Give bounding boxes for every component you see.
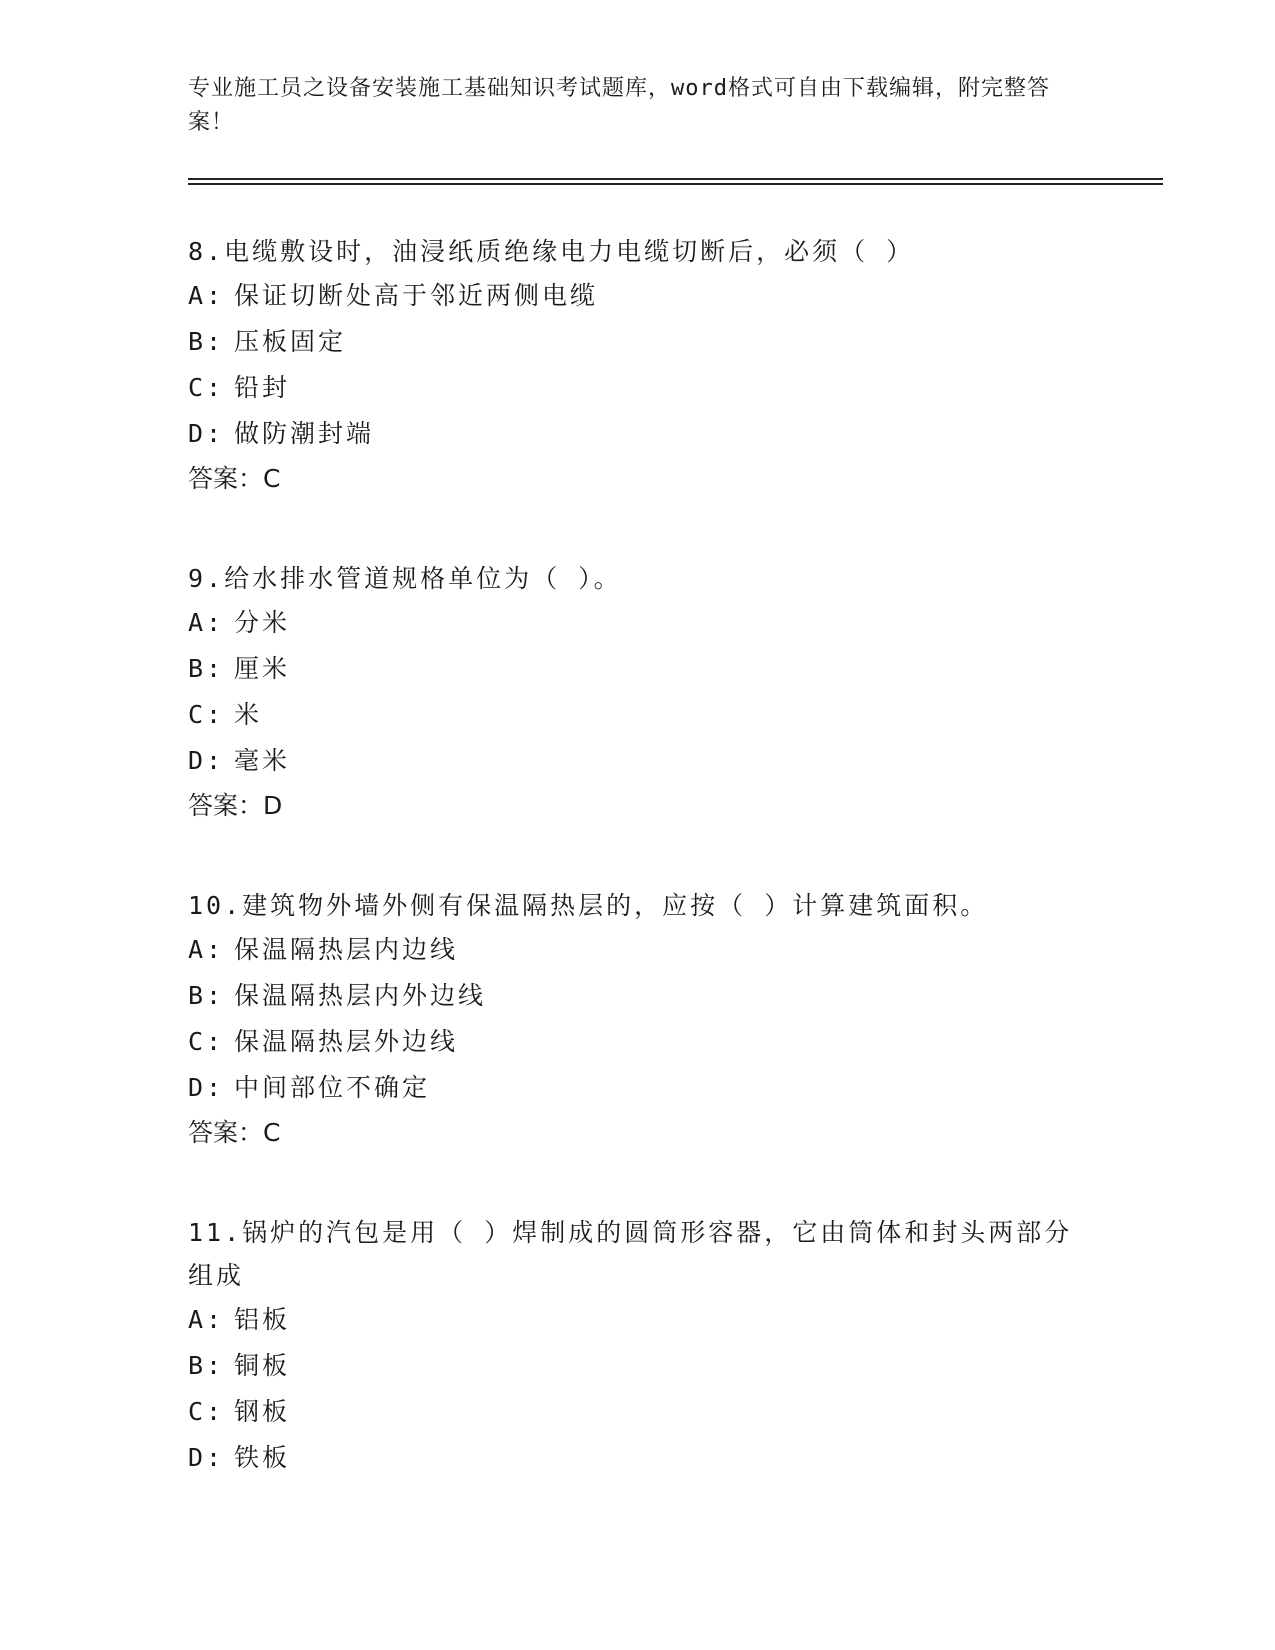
option-key: A: (188, 281, 225, 310)
answer-line: 答案：C (188, 464, 281, 493)
header-divider-top (188, 178, 1163, 180)
option-key: B: (188, 327, 225, 356)
option-d (188, 1435, 1088, 1481)
option-text: 厘米 (234, 654, 291, 683)
document-header: 专业施工员之设备安装施工基础知识考试题库，word格式可自由下载编辑，附完整答案！ (188, 76, 1050, 135)
option-c (188, 1019, 1088, 1065)
option-c (188, 365, 1088, 411)
option-text: 钢板 (234, 1397, 291, 1426)
option-c (188, 1389, 1088, 1435)
option-key: C: (188, 1027, 225, 1056)
option-key: B: (188, 1351, 225, 1380)
option-text: 铝板 (234, 1305, 291, 1334)
header-divider-bottom (188, 183, 1163, 185)
question-stem: 11.锅炉的汽包是用（ ）焊制成的圆筒形容器，它由筒体和封头两部分组成 (188, 1218, 1073, 1290)
option-text: 保证切断处高于邻近两侧电缆 (234, 281, 599, 310)
answer-line: 答案：D (188, 791, 283, 820)
question-spacer (188, 1155, 1088, 1211)
option-key: A: (188, 1305, 225, 1334)
question-list (188, 230, 1088, 1481)
option-a (188, 600, 1088, 646)
option-key: D: (188, 1443, 225, 1472)
option-text: 铜板 (234, 1351, 291, 1380)
option-text: 压板固定 (234, 327, 347, 356)
option-text: 毫米 (234, 746, 291, 775)
option-text: 米 (234, 700, 263, 729)
option-b (188, 319, 1088, 365)
option-key: A: (188, 935, 225, 964)
option-a (188, 1297, 1088, 1343)
question-8 (188, 230, 1088, 501)
option-a (188, 273, 1088, 319)
question-10 (188, 884, 1088, 1155)
option-text: 铅封 (234, 373, 291, 402)
option-text: 中间部位不确定 (234, 1073, 431, 1102)
question-stem: 8.电缆敷设时，油浸纸质绝缘电力电缆切断后，必须（ ） (188, 237, 915, 266)
option-text: 保温隔热层外边线 (234, 1027, 459, 1056)
question-stem: 9.给水排水管道规格单位为（ ）。 (188, 564, 622, 593)
option-c (188, 692, 1088, 738)
option-key: D: (188, 746, 225, 775)
question-stem: 10.建筑物外墙外侧有保温隔热层的，应按（ ）计算建筑面积。 (188, 891, 989, 920)
option-key: B: (188, 654, 225, 683)
option-key: B: (188, 981, 225, 1010)
option-key: D: (188, 1073, 225, 1102)
option-text: 保温隔热层内外边线 (234, 981, 487, 1010)
option-b (188, 646, 1088, 692)
option-text: 分米 (234, 608, 291, 637)
option-text: 做防潮封端 (234, 419, 375, 448)
question-spacer (188, 828, 1088, 884)
answer-line: 答案：C (188, 1118, 281, 1147)
option-text: 铁板 (234, 1443, 291, 1472)
option-key: C: (188, 700, 225, 729)
option-key: C: (188, 373, 225, 402)
option-text: 保温隔热层内边线 (234, 935, 459, 964)
option-key: A: (188, 608, 225, 637)
question-9 (188, 557, 1088, 828)
option-key: D: (188, 419, 225, 448)
option-d (188, 1065, 1088, 1111)
option-d (188, 411, 1088, 457)
option-b (188, 973, 1088, 1019)
option-d (188, 738, 1088, 784)
option-b (188, 1343, 1088, 1389)
option-a (188, 927, 1088, 973)
question-spacer (188, 501, 1088, 557)
option-key: C: (188, 1397, 225, 1426)
question-11 (188, 1211, 1088, 1481)
